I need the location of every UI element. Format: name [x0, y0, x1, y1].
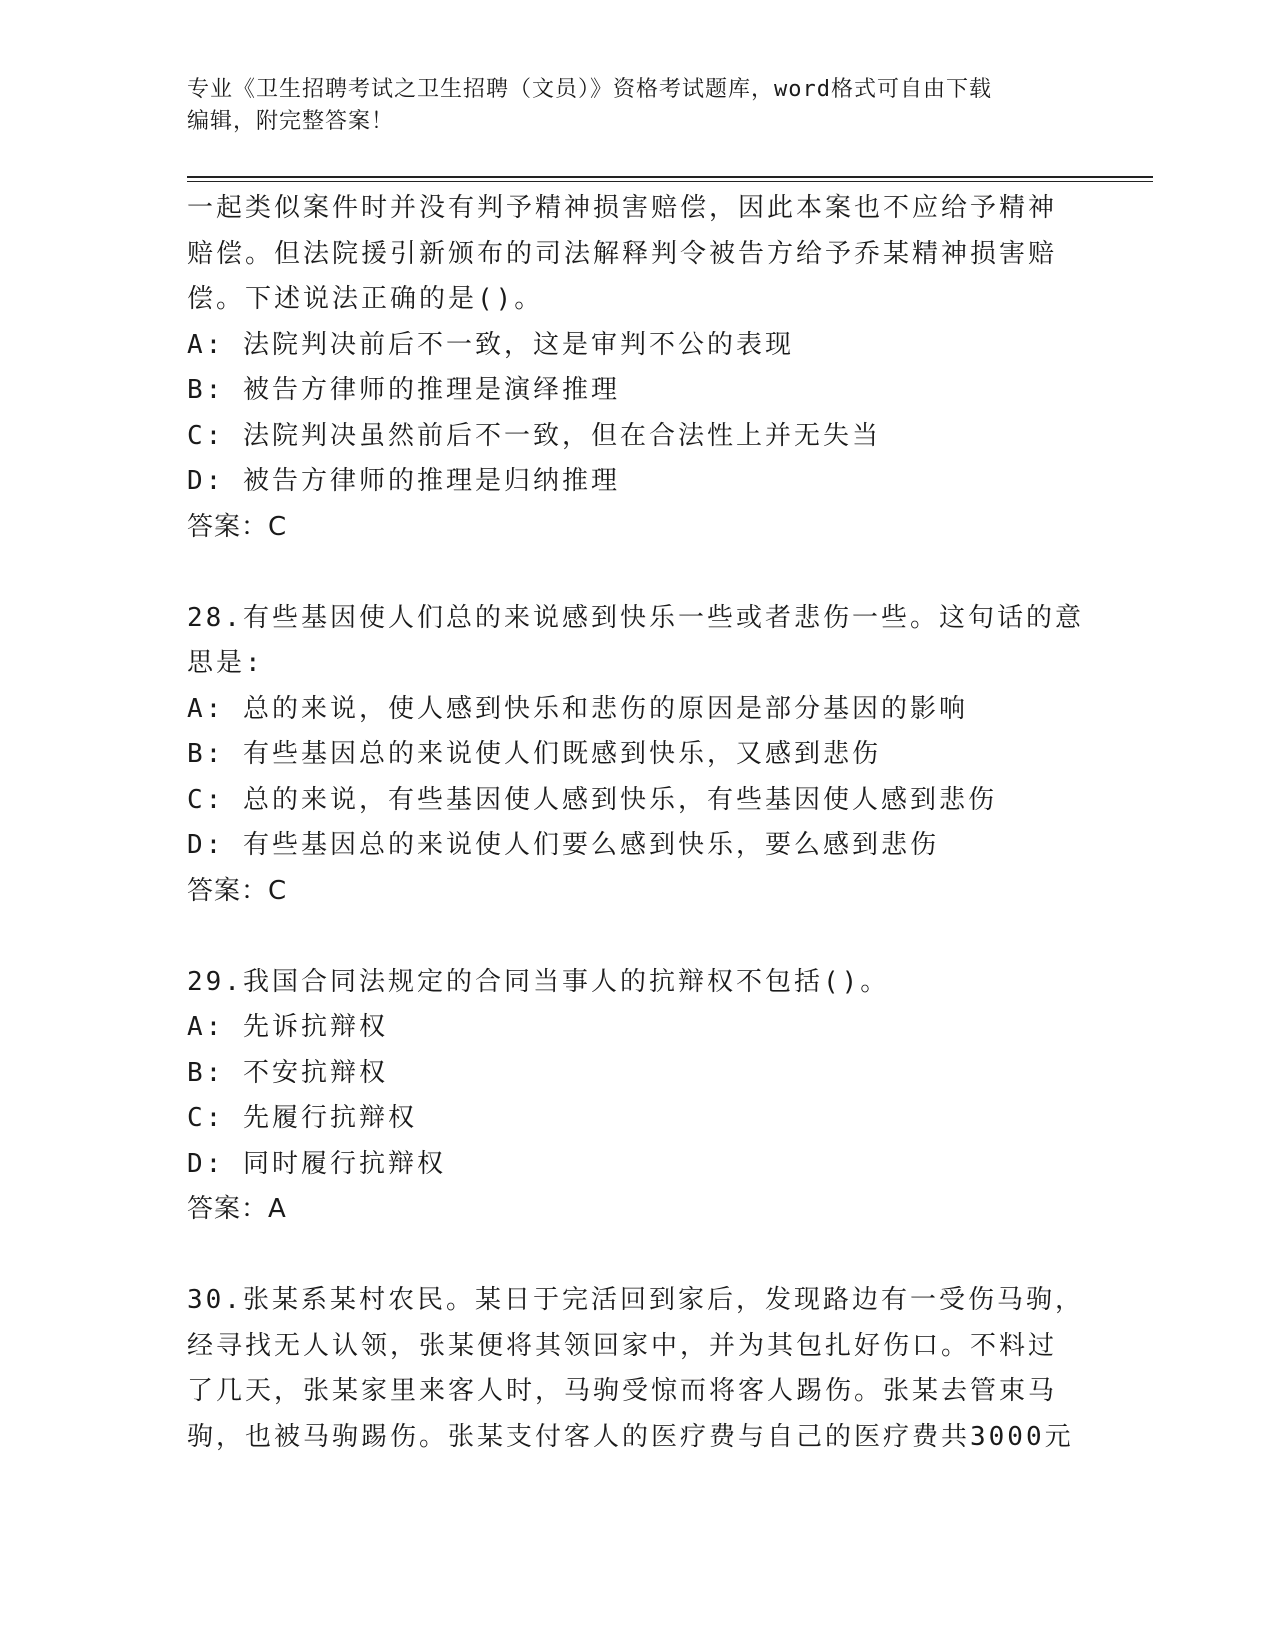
option-b: B: 有些基因总的来说使人们既感到快乐，又感到悲伤 — [187, 739, 881, 769]
answer-label: 答案：C — [187, 511, 288, 542]
page-content — [187, 186, 1087, 1460]
option-a: A: 总的来说，使人感到快乐和悲伤的原因是部分基因的影响 — [187, 693, 968, 724]
answer-label: 答案：A — [187, 1194, 287, 1224]
option-c: C: 法院判决虽然前后不一致，但在合法性上并无失当 — [187, 420, 881, 451]
question-text-line: 了几天，张某家里来客人时，马驹受惊而将客人踢伤。张某去管束马 — [187, 1376, 1058, 1406]
question-28 — [187, 596, 1087, 915]
question-text-line: 思是: — [187, 648, 264, 678]
question-text-line: 30.张某系某村农民。某日于完活回到家后，发现路边有一受伤马驹， — [187, 1285, 1084, 1315]
option-a: A: 先诉抗辩权 — [187, 1012, 388, 1042]
question-30 — [187, 1278, 1087, 1460]
spacer — [187, 550, 1087, 596]
question-text-line: 偿。下述说法正确的是()。 — [187, 284, 544, 314]
question-text-line: 经寻找无人认领，张某便将其领回家中，并为其包扎好伤口。不料过 — [187, 1330, 1058, 1361]
spacer — [187, 914, 1087, 960]
option-d: D: 同时履行抗辩权 — [187, 1148, 446, 1179]
header-line-1: 专业《卫生招聘考试之卫生招聘（文员）》资格考试题库，word格式可自由下载 — [187, 77, 992, 102]
answer-label: 答案：C — [187, 875, 288, 906]
option-b: B: 被告方律师的推理是演绎推理 — [187, 375, 620, 405]
question-text-line: 驹，也被马驹踢伤。张某支付客人的医疗费与自己的医疗费共3000元 — [187, 1421, 1074, 1452]
option-c: C: 总的来说，有些基因使人感到快乐，有些基因使人感到悲伤 — [187, 784, 997, 815]
question-text-line: 28.有些基因使人们总的来说感到快乐一些或者悲伤一些。这句话的意 — [187, 602, 1084, 633]
question-text-line: 29.我国合同法规定的合同当事人的抗辩权不包括()。 — [187, 966, 890, 997]
question-27-continuation — [187, 186, 1087, 550]
option-d: D: 被告方律师的推理是归纳推理 — [187, 466, 620, 496]
header-line-2: 编辑，附完整答案！ — [187, 109, 395, 134]
header-divider — [187, 176, 1153, 178]
option-c: C: 先履行抗辩权 — [187, 1103, 417, 1133]
spacer — [187, 1233, 1087, 1279]
question-text-line: 赔偿。但法院援引新颁布的司法解释判令被告方给予乔某精神损害赔 — [187, 238, 1058, 269]
option-d: D: 有些基因总的来说使人们要么感到快乐，要么感到悲伤 — [187, 830, 939, 860]
question-text-line: 一起类似案件时并没有判予精神损害赔偿，因此本案也不应给予精神 — [187, 193, 1058, 223]
question-29 — [187, 960, 1087, 1233]
option-a: A: 法院判决前后不一致，这是审判不公的表现 — [187, 329, 794, 360]
page-header — [187, 74, 1067, 138]
option-b: B: 不安抗辩权 — [187, 1057, 388, 1088]
header-divider-thin — [187, 181, 1153, 182]
